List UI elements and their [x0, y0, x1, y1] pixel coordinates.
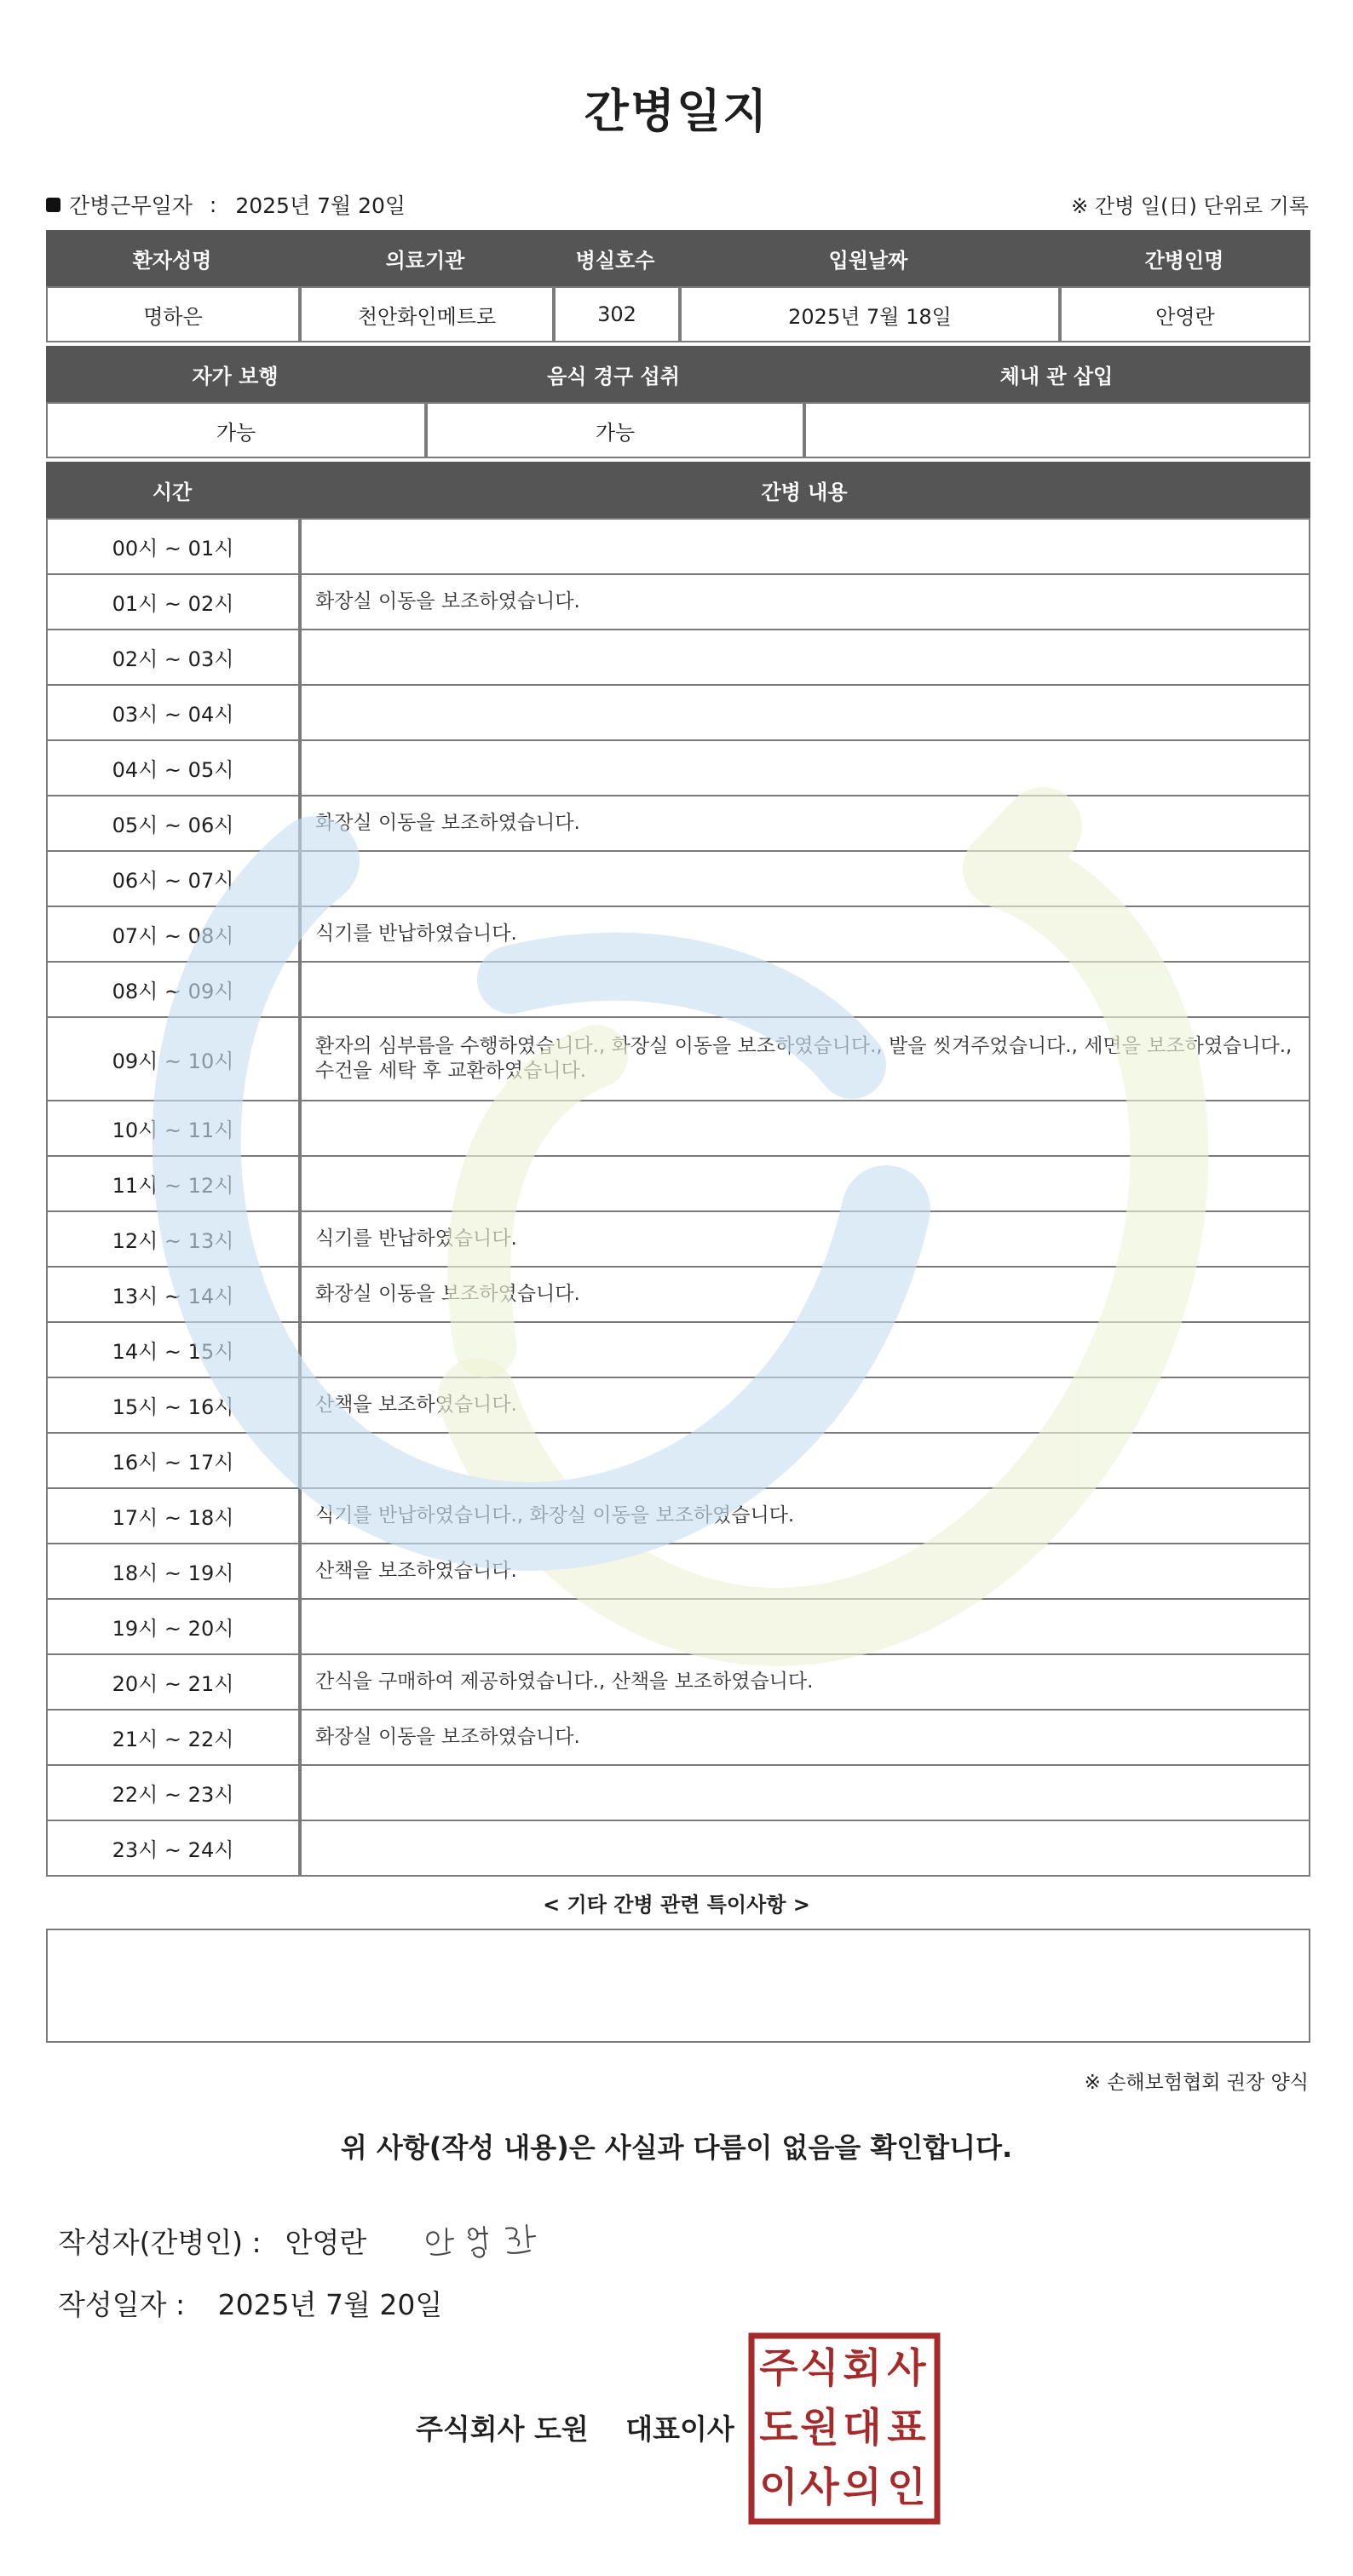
care-log-content: 화장실 이동을 보조하였습니다.: [298, 1711, 1310, 1766]
care-log-time: 20시 ~ 21시: [46, 1655, 298, 1711]
company-line: [416, 2407, 734, 2447]
care-log-content: [298, 1766, 1310, 1821]
care-log-row: [46, 796, 1310, 852]
care-log-row: [46, 518, 1310, 575]
self-walking-value: 가능: [46, 402, 424, 458]
writer-line: [58, 2217, 557, 2264]
care-log-time: 18시 ~ 19시: [46, 1544, 298, 1600]
seal-character: 이: [759, 2464, 798, 2511]
care-log-content: [298, 741, 1310, 796]
care-log-row: [46, 1600, 1310, 1655]
care-log-row: [46, 1655, 1310, 1711]
care-log-content: 식기를 반납하였습니다.: [298, 907, 1310, 963]
care-log-time: 07시 ~ 08시: [46, 907, 298, 963]
written-date-value: 2025년 7월 20일: [217, 2288, 443, 2321]
care-log-body: [46, 518, 1310, 1877]
care-log-time: 04시 ~ 05시: [46, 741, 298, 796]
care-log-content: [298, 1323, 1310, 1378]
document-title: 간병일지: [584, 84, 769, 138]
care-log-row: [46, 1821, 1310, 1877]
work-date-value: 2025년 7월 20일: [235, 193, 406, 218]
header-room-number: 병실호수: [552, 230, 678, 286]
care-log-content: 화장실 이동을 보조하였습니다.: [298, 575, 1310, 630]
seal-character: 의: [843, 2464, 882, 2511]
work-date-separator: :: [209, 192, 217, 217]
care-log-time: 21시 ~ 22시: [46, 1711, 298, 1766]
patient-status-table: [46, 346, 1310, 458]
company-name: 주식회사 도원: [416, 2412, 589, 2446]
care-log-content: [298, 1101, 1310, 1157]
tube-insertion-value: [803, 402, 1310, 458]
seal-character: 사: [800, 2464, 839, 2511]
care-log-row: [46, 1212, 1310, 1268]
care-log-time: 02시 ~ 03시: [46, 630, 298, 686]
work-date-label: 간병근무일자: [69, 193, 193, 218]
seal-character: 주: [759, 2345, 798, 2392]
seal-character: 사: [887, 2345, 926, 2392]
care-log-time: 09시 ~ 10시: [46, 1018, 298, 1101]
patient-status-header-row: [46, 346, 1310, 402]
room-number: 302: [552, 286, 678, 342]
patient-info-table: [46, 230, 1310, 342]
care-log-time: 16시 ~ 17시: [46, 1434, 298, 1489]
work-date: [46, 189, 406, 220]
care-log-row: [46, 1544, 1310, 1600]
notes-box: [46, 1929, 1310, 2043]
admission-date: 2025년 7월 18일: [678, 286, 1058, 342]
header-tube-insertion: 체내 관 삽입: [803, 346, 1310, 402]
care-log-row: [46, 741, 1310, 796]
care-log-time: 14시 ~ 15시: [46, 1323, 298, 1378]
seal-character: 인: [887, 2464, 926, 2511]
care-log-content: [298, 630, 1310, 686]
care-log-time: 22시 ~ 23시: [46, 1766, 298, 1821]
header-hospital: 의료기관: [298, 230, 552, 286]
care-log-content: [298, 686, 1310, 741]
form-note: ※ 손해보험협회 권장 양식: [1084, 2072, 1309, 2094]
care-log-time: 12시 ~ 13시: [46, 1212, 298, 1268]
care-log-time: 00시 ~ 01시: [46, 518, 298, 575]
care-log-content: [298, 1600, 1310, 1655]
care-log-row: [46, 1711, 1310, 1766]
care-log-row: [46, 852, 1310, 907]
header-care-content: 간병 내용: [298, 462, 1310, 518]
care-log-content: [298, 1157, 1310, 1212]
care-log-content: 산책을 보조하였습니다.: [298, 1544, 1310, 1600]
care-log-row: [46, 907, 1310, 963]
oral-intake-value: 가능: [424, 402, 803, 458]
care-log-content: [298, 518, 1310, 575]
care-log-row: [46, 1434, 1310, 1489]
care-log-row: [46, 1378, 1310, 1434]
caregiver-name: 안영란: [1058, 286, 1310, 342]
seal-character: 대: [843, 2405, 882, 2452]
company-ceo-title: 대표이사: [625, 2412, 734, 2446]
care-log-content: 간식을 구매하여 제공하였습니다., 산책을 보조하였습니다.: [298, 1655, 1310, 1711]
patient-name: 명하은: [46, 286, 298, 342]
writer-name: 안영란: [285, 2225, 367, 2259]
care-log-time: 15시 ~ 16시: [46, 1378, 298, 1434]
writer-label: 작성자(간병인) :: [58, 2225, 262, 2259]
care-log-time: 17시 ~ 18시: [46, 1489, 298, 1544]
care-log-row: [46, 1157, 1310, 1212]
care-log-content: 화장실 이동을 보조하였습니다.: [298, 1268, 1310, 1323]
care-log-time: 01시 ~ 02시: [46, 575, 298, 630]
care-log-content: 산책을 보조하였습니다.: [298, 1378, 1310, 1434]
care-log-content: 식기를 반납하였습니다., 화장실 이동을 보조하였습니다.: [298, 1489, 1310, 1544]
care-log-time: 08시 ~ 09시: [46, 963, 298, 1018]
seal-character: 도: [759, 2405, 798, 2452]
seal-character: 식: [800, 2345, 839, 2392]
care-log-table: [46, 462, 1310, 1877]
care-log-time: 05시 ~ 06시: [46, 796, 298, 852]
care-log-time: 19시 ~ 20시: [46, 1600, 298, 1655]
care-log-time: 11시 ~ 12시: [46, 1157, 298, 1212]
care-log-row: [46, 686, 1310, 741]
care-log-time: 10시 ~ 11시: [46, 1101, 298, 1157]
care-log-content: [298, 1434, 1310, 1489]
care-log-row: [46, 1489, 1310, 1544]
care-log-content: [298, 852, 1310, 907]
header-time: 시간: [46, 462, 298, 518]
header-self-walking: 자가 보행: [46, 346, 424, 402]
care-log-row: [46, 1101, 1310, 1157]
header-admission-date: 입원날짜: [678, 230, 1058, 286]
seal-character: 원: [800, 2405, 839, 2452]
care-log-content: [298, 1821, 1310, 1877]
patient-info-header-row: [46, 230, 1310, 286]
care-log-row: [46, 575, 1310, 630]
care-log-row: [46, 1766, 1310, 1821]
care-log-row: [46, 1268, 1310, 1323]
hospital-name: 천안화인메트로: [298, 286, 552, 342]
care-log-content: [298, 963, 1310, 1018]
care-log-content: 식기를 반납하였습니다.: [298, 1212, 1310, 1268]
header-patient-name: 환자성명: [46, 230, 298, 286]
confirmation-statement: 위 사항(작성 내용)은 사실과 다름이 없음을 확인합니다.: [340, 2131, 1013, 2164]
care-log-row: [46, 1018, 1310, 1101]
written-date-line: [58, 2283, 442, 2323]
company-seal-stamp: [748, 2332, 941, 2525]
seal-character: 표: [887, 2405, 926, 2452]
handwritten-signature: [421, 2217, 557, 2264]
care-log-time: 23시 ~ 24시: [46, 1821, 298, 1877]
patient-info-value-row: [46, 286, 1310, 342]
care-log-header-row: [46, 462, 1310, 518]
care-log-content: 환자의 심부름을 수행하였습니다., 화장실 이동을 보조하였습니다., 발을 씻겨주었습니다., 세면을 보조하였습니다., 수건을 세탁 후 교환하였습니다.: [298, 1018, 1310, 1101]
care-log-time: 03시 ~ 04시: [46, 686, 298, 741]
seal-character: 회: [843, 2345, 882, 2392]
header-oral-intake: 음식 경구 섭취: [424, 346, 803, 402]
care-log-row: [46, 630, 1310, 686]
notes-title: < 기타 간병 관련 특이사항 >: [543, 1893, 810, 1917]
care-log-content: 화장실 이동을 보조하였습니다.: [298, 796, 1310, 852]
patient-status-value-row: [46, 402, 1310, 458]
unit-note: ※ 간병 일(日) 단위로 기록: [1071, 194, 1309, 218]
care-log-row: [46, 1323, 1310, 1378]
bullet-square-icon: [46, 198, 60, 212]
written-date-label: 작성일자 :: [58, 2288, 186, 2321]
header-caregiver-name: 간병인명: [1058, 230, 1310, 286]
care-log-time: 06시 ~ 07시: [46, 852, 298, 907]
care-log-row: [46, 963, 1310, 1018]
care-log-time: 13시 ~ 14시: [46, 1268, 298, 1323]
